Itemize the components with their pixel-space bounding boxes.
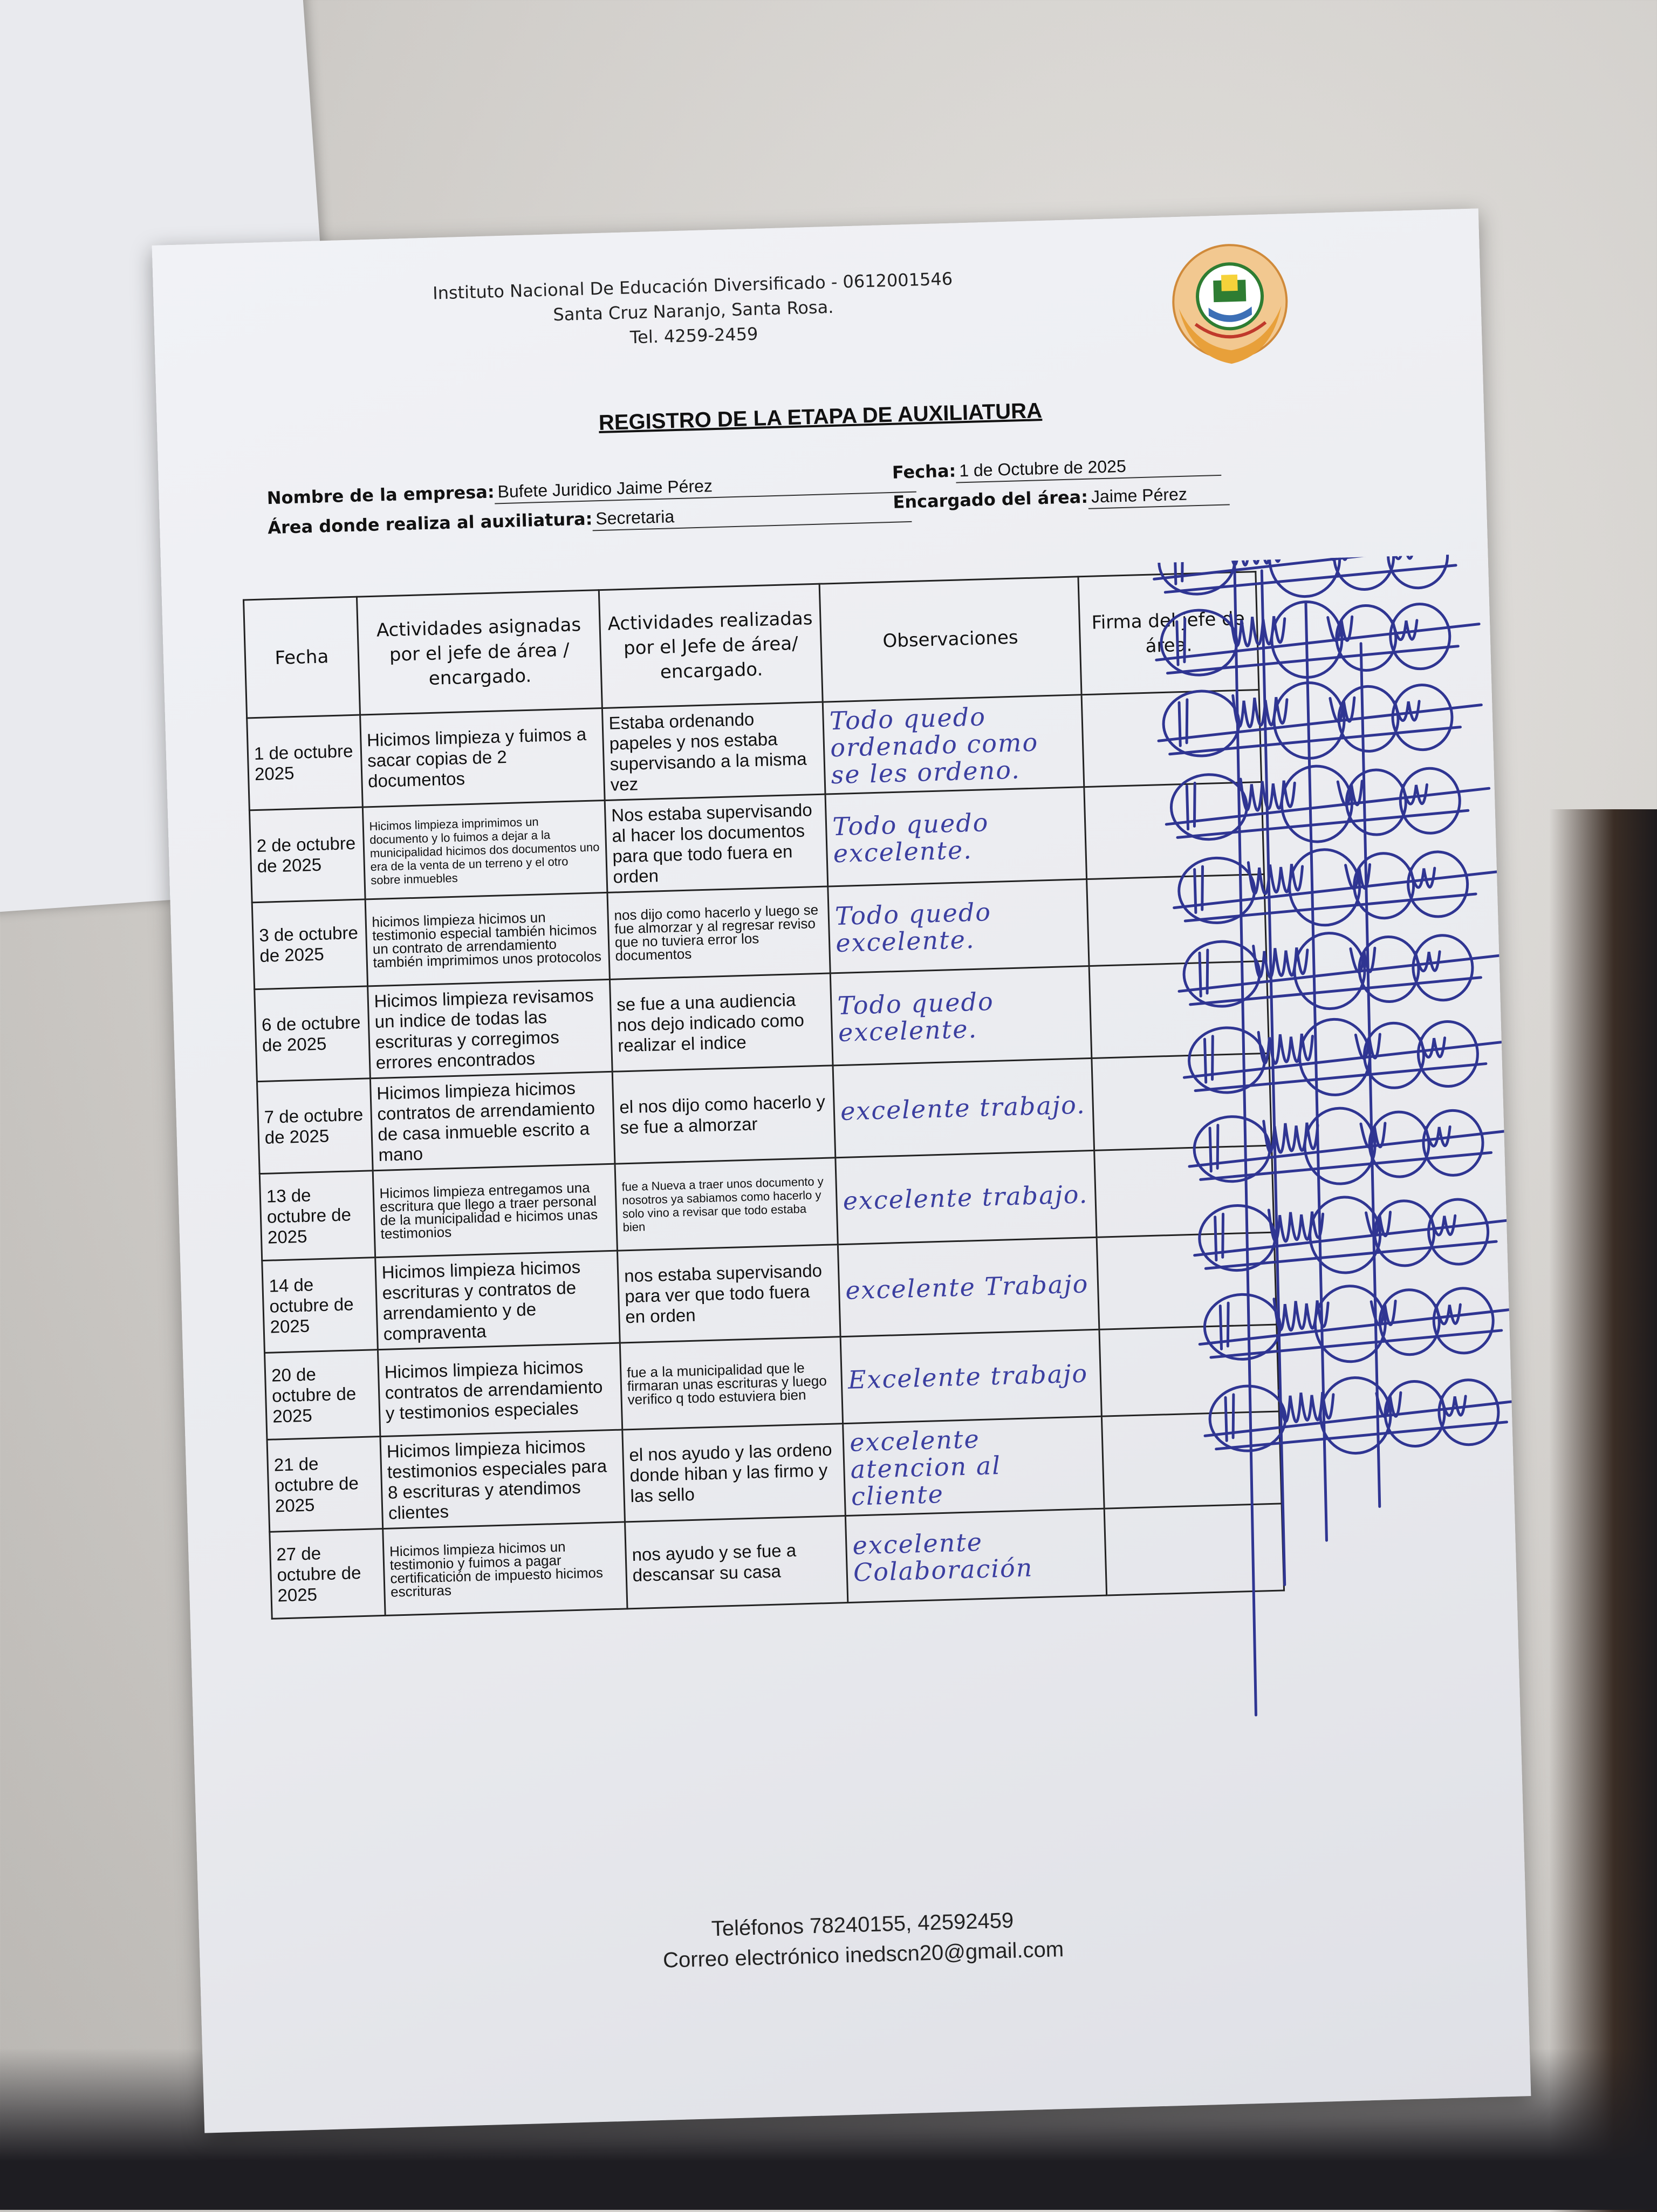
manager-label: Encargado del área: <box>892 486 1088 513</box>
cell-realizadas: nos dijo como hacerlo y luego se fue almorzar y al regresar reviso que no tuviera error los documentos <box>607 886 831 979</box>
cell-observaciones: Todo quedo ordenado como se les ordeno. <box>823 695 1084 794</box>
cell-realizadas: el nos ayudo y las ordeno donde hiban y las firmo y las sello <box>622 1424 846 1522</box>
cell-asignadas: hicimos limpieza hicimos un testimonio especial también hicimos un contrato de arrendamiento también imprimimos unos protocolos <box>365 892 610 986</box>
background-edge <box>1549 809 1657 2212</box>
cell-asignadas: Hicimos limpieza hicimos testimonios especiales para 8 escrituras y atendimos clientes <box>380 1430 625 1528</box>
cell-observaciones: excelente Colaboración <box>846 1508 1107 1602</box>
cell-realizadas: nos ayudo y se fue a descansar su casa <box>625 1516 848 1609</box>
footer-contact <box>199 1891 1527 1989</box>
header-observaciones: Observaciones <box>819 577 1081 702</box>
manager-value: Jaime Pérez <box>1087 483 1229 509</box>
cell-observaciones: excelente Trabajo <box>838 1237 1099 1336</box>
cell-observaciones: Todo quedo excelente. <box>830 966 1091 1066</box>
institution-phone: Tel. 4259-2459 <box>629 323 758 348</box>
institution-name: Instituto Nacional De Educación Diversificado - 0612001546 <box>432 268 953 304</box>
cell-asignadas: Hicimos limpieza y fuimos a sacar copias de 2 documentos <box>360 708 605 807</box>
cell-realizadas: el nos dijo como hacerlo y se fue a almorzar <box>612 1066 836 1164</box>
cell-realizadas: nos estaba supervisando para ver que todo fuera en orden <box>617 1245 840 1343</box>
form-title: REGISTRO DE LA ETAPA DE AUXILIATURA <box>598 399 1043 435</box>
cell-asignadas: Hicimos limpieza hicimos escrituras y contratos de arrendamiento y de compraventa <box>375 1251 620 1349</box>
area-label: Área donde realiza al auxiliatura: <box>267 508 593 538</box>
cell-asignadas: Hicimos limpieza hicimos contratos de arrendamiento y testimonios especiales <box>378 1343 622 1436</box>
institution-header <box>315 263 1072 359</box>
company-value: Bufete Juridico Jaime Pérez <box>494 470 916 504</box>
cell-fecha: 7 de octubre de 2025 <box>257 1078 372 1174</box>
manager-field <box>893 482 1230 514</box>
handwritten-signatures <box>1132 554 1521 1723</box>
registry-table <box>243 571 1285 1620</box>
date-label: Fecha: <box>892 460 956 483</box>
cell-fecha: 27 de octubre de 2025 <box>270 1529 385 1619</box>
cell-realizadas: se fue a una audiencia nos dejo indicado como realizar el indice <box>610 973 833 1071</box>
cell-realizadas: Nos estaba supervisando al hacer los documentos para que todo fuera en orden <box>605 794 828 892</box>
cell-realizadas: fue a la municipalidad que le firmaran unas escrituras y luego verifico q todo estuviera bien <box>620 1337 843 1430</box>
date-value: 1 de Octubre de 2025 <box>956 454 1222 483</box>
cell-asignadas: Hicimos limpieza hicimos contratos de arrendamiento de casa inmueble escrito a mano <box>370 1071 615 1170</box>
cell-observaciones: excelente atencion al cliente <box>843 1416 1104 1515</box>
cell-fecha: 3 de octubre de 2025 <box>252 899 367 989</box>
cell-observaciones: Todo quedo excelente. <box>828 879 1089 973</box>
company-label: Nombre de la empresa: <box>266 481 495 509</box>
cell-asignadas: Hicimos limpieza hicimos un testimonio y fuimos a pagar certificatición de impuesto hicimos escrituras <box>382 1522 627 1615</box>
cell-observaciones: Todo quedo excelente. <box>825 787 1086 886</box>
cell-observaciones: excelente trabajo. <box>836 1150 1097 1244</box>
footer-phones: Teléfonos 78240155, 42592459 <box>711 1908 1014 1941</box>
area-value: Secretaria <box>592 500 912 531</box>
cell-fecha: 14 de octubre de 2025 <box>262 1258 378 1353</box>
date-field <box>892 453 1221 485</box>
cell-fecha: 20 de octubre de 2025 <box>265 1350 380 1440</box>
cell-fecha: 2 de octubre de 2025 <box>249 807 365 903</box>
footer-email: Correo electrónico inedscn20@gmail.com <box>662 1937 1064 1972</box>
header-asignadas: Actividades asignadas por el jefe de área / encargado. <box>357 590 602 715</box>
header-firma: Firma del jefe de área. <box>1078 572 1259 695</box>
header-fecha: Fecha <box>244 597 360 718</box>
cell-realizadas: fue a Nueva a traer unos documento y nosotros ya sabiamos como hacerlo y solo vino a revisar que todo estaba bien <box>615 1158 838 1251</box>
cell-fecha: 13 de octubre de 2025 <box>259 1171 375 1261</box>
cell-realizadas: Estaba ordenando papeles y nos estaba supervisando a la misma vez <box>602 702 825 800</box>
cell-fecha: 1 de octubre 2025 <box>247 715 362 810</box>
cell-observaciones: Excelente trabajo <box>840 1329 1101 1423</box>
institution-seal-icon <box>1155 241 1305 379</box>
cell-fecha: 21 de octubre de 2025 <box>267 1437 382 1532</box>
cell-fecha: 6 de octubre de 2025 <box>255 986 370 1082</box>
document-page <box>152 208 1531 2133</box>
cell-asignadas: Hicimos limpieza imprimimos un documento y lo fuimos a dejar a la municipalidad hicimos dos documentos uno era de la venta de un terreno y el otro sobre inmuebles <box>362 800 607 899</box>
cell-asignadas: Hicimos limpieza entregamos una escritura que llego a traer personal de la municipalidad e hicimos unas testimonios <box>373 1164 618 1257</box>
institution-address: Santa Cruz Naranjo, Santa Rosa. <box>552 296 834 325</box>
cell-asignadas: Hicimos limpieza revisamos un indice de todas las escrituras y corregimos errores encontrados <box>367 979 612 1078</box>
header-realizadas: Actividades realizadas por el Jefe de área/ encargado. <box>599 584 823 708</box>
cell-observaciones: excelente trabajo. <box>833 1058 1094 1157</box>
